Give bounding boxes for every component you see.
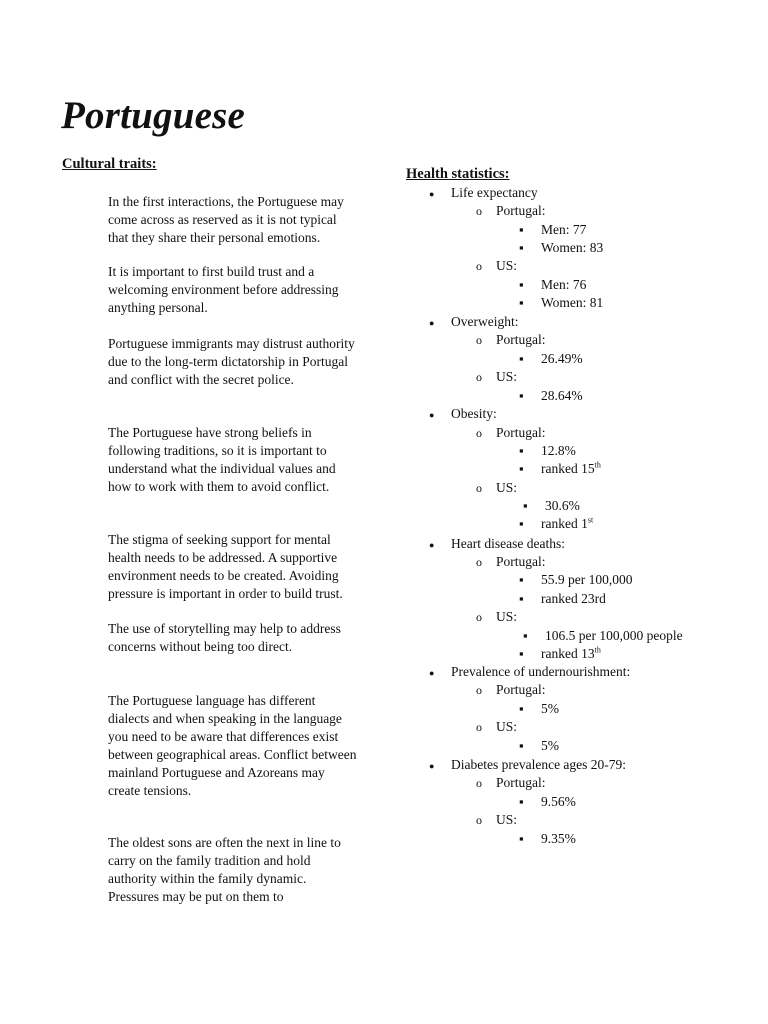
- list-item-portugal: o Portugal:: [496, 681, 546, 699]
- list-item-us: o US:: [496, 718, 517, 736]
- list-item-value: ▪ 12.8%: [541, 442, 576, 460]
- cultural-paragraph: It is important to first build trust and a welcoming environment before addressing anything personal.: [108, 264, 339, 315]
- cultural-paragraph: The Portuguese language has different dialects and when speaking in the language you need to be aware that differences exist between geographical areas. Conflict between mainland Portuguese and Azoreans may create tensions.: [108, 693, 357, 798]
- list-item-value: ▪ 5%: [541, 737, 559, 755]
- list-item-us: o US:: [496, 479, 517, 497]
- list-item-portugal: o Portugal:: [496, 774, 546, 792]
- health-statistics-heading: Health statistics:: [406, 166, 510, 182]
- rank-text: ranked 13: [541, 646, 595, 661]
- list-item-value: ▪ Women: 81: [541, 294, 603, 312]
- cultural-paragraph: The Portuguese have strong beliefs in following traditions, so it is important to understand what the individual values and how to work with them to avoid conflict.: [108, 425, 336, 494]
- rank-suffix: th: [594, 460, 601, 470]
- list-item-rank: ▪ ranked 23rd: [541, 590, 606, 608]
- list-item-value: ▪ 30.6%: [545, 497, 580, 515]
- list-item-us: o US:: [496, 368, 517, 386]
- list-item-value: ▪ 106.5 per 100,000 people: [545, 627, 683, 645]
- list-item-value: ▪ Men: 76: [541, 276, 586, 294]
- list-item-portugal: o Portugal:: [496, 424, 546, 442]
- cultural-paragraph: The use of storytelling may help to address concerns without being too direct.: [108, 621, 341, 654]
- list-item-value: ▪ Men: 77: [541, 221, 586, 239]
- rank-text: ranked 15: [541, 461, 595, 476]
- rank-suffix: th: [594, 645, 601, 655]
- page-title: Portuguese: [61, 94, 246, 137]
- rank-suffix: st: [587, 515, 594, 525]
- list-item-us: o US:: [496, 811, 517, 829]
- list-item-rank: [541, 460, 601, 478]
- list-item-value: ▪ 9.56%: [541, 793, 576, 811]
- list-item-value: ▪ 28.64%: [541, 387, 583, 405]
- list-item-portugal: o Portugal:: [496, 202, 546, 220]
- cultural-traits-heading: Cultural traits:: [62, 156, 157, 172]
- list-item-us: o US:: [496, 608, 517, 626]
- list-item-value: ▪ Women: 83: [541, 239, 603, 257]
- list-item-portugal: o Portugal:: [496, 553, 546, 571]
- list-item-us: o US:: [496, 257, 517, 275]
- list-item-value: ▪ 5%: [541, 700, 559, 718]
- list-item-heart-disease: ● Heart disease deaths:: [451, 535, 565, 553]
- cultural-paragraph: In the first interactions, the Portuguese may come across as reserved as it is not typical that they share their personal emotions.: [108, 194, 344, 245]
- cultural-paragraph: Portuguese immigrants may distrust authority due to the long-term dictatorship in Portugal and conflict with the secret police.: [108, 336, 355, 387]
- list-item-value: ▪ 9.35%: [541, 830, 576, 848]
- list-item-life-expectancy: ● Life expectancy: [451, 184, 538, 202]
- list-item-undernourishment: ● Prevalence of undernourishment:: [451, 663, 630, 681]
- list-item-rank: [541, 645, 601, 663]
- list-item-portugal: o Portugal:: [496, 331, 546, 349]
- list-item-overweight: ● Overweight:: [451, 313, 518, 331]
- list-item-value: ▪ 26.49%: [541, 350, 583, 368]
- cultural-paragraph: The stigma of seeking support for mental health needs to be addressed. A supportive environment needs to be created. Avoiding pressure is important in order to build trust.: [108, 532, 343, 601]
- list-item-rank: [541, 515, 593, 533]
- list-item-diabetes: ● Diabetes prevalence ages 20-79:: [451, 756, 626, 774]
- rank-text: ranked 1: [541, 516, 588, 531]
- list-item-obesity: ● Obesity:: [451, 405, 497, 423]
- list-item-value: ▪ 55.9 per 100,000: [541, 571, 633, 589]
- cultural-paragraph: The oldest sons are often the next in line to carry on the family tradition and hold authority within the family dynamic. Pressures may be put on them to: [108, 835, 341, 904]
